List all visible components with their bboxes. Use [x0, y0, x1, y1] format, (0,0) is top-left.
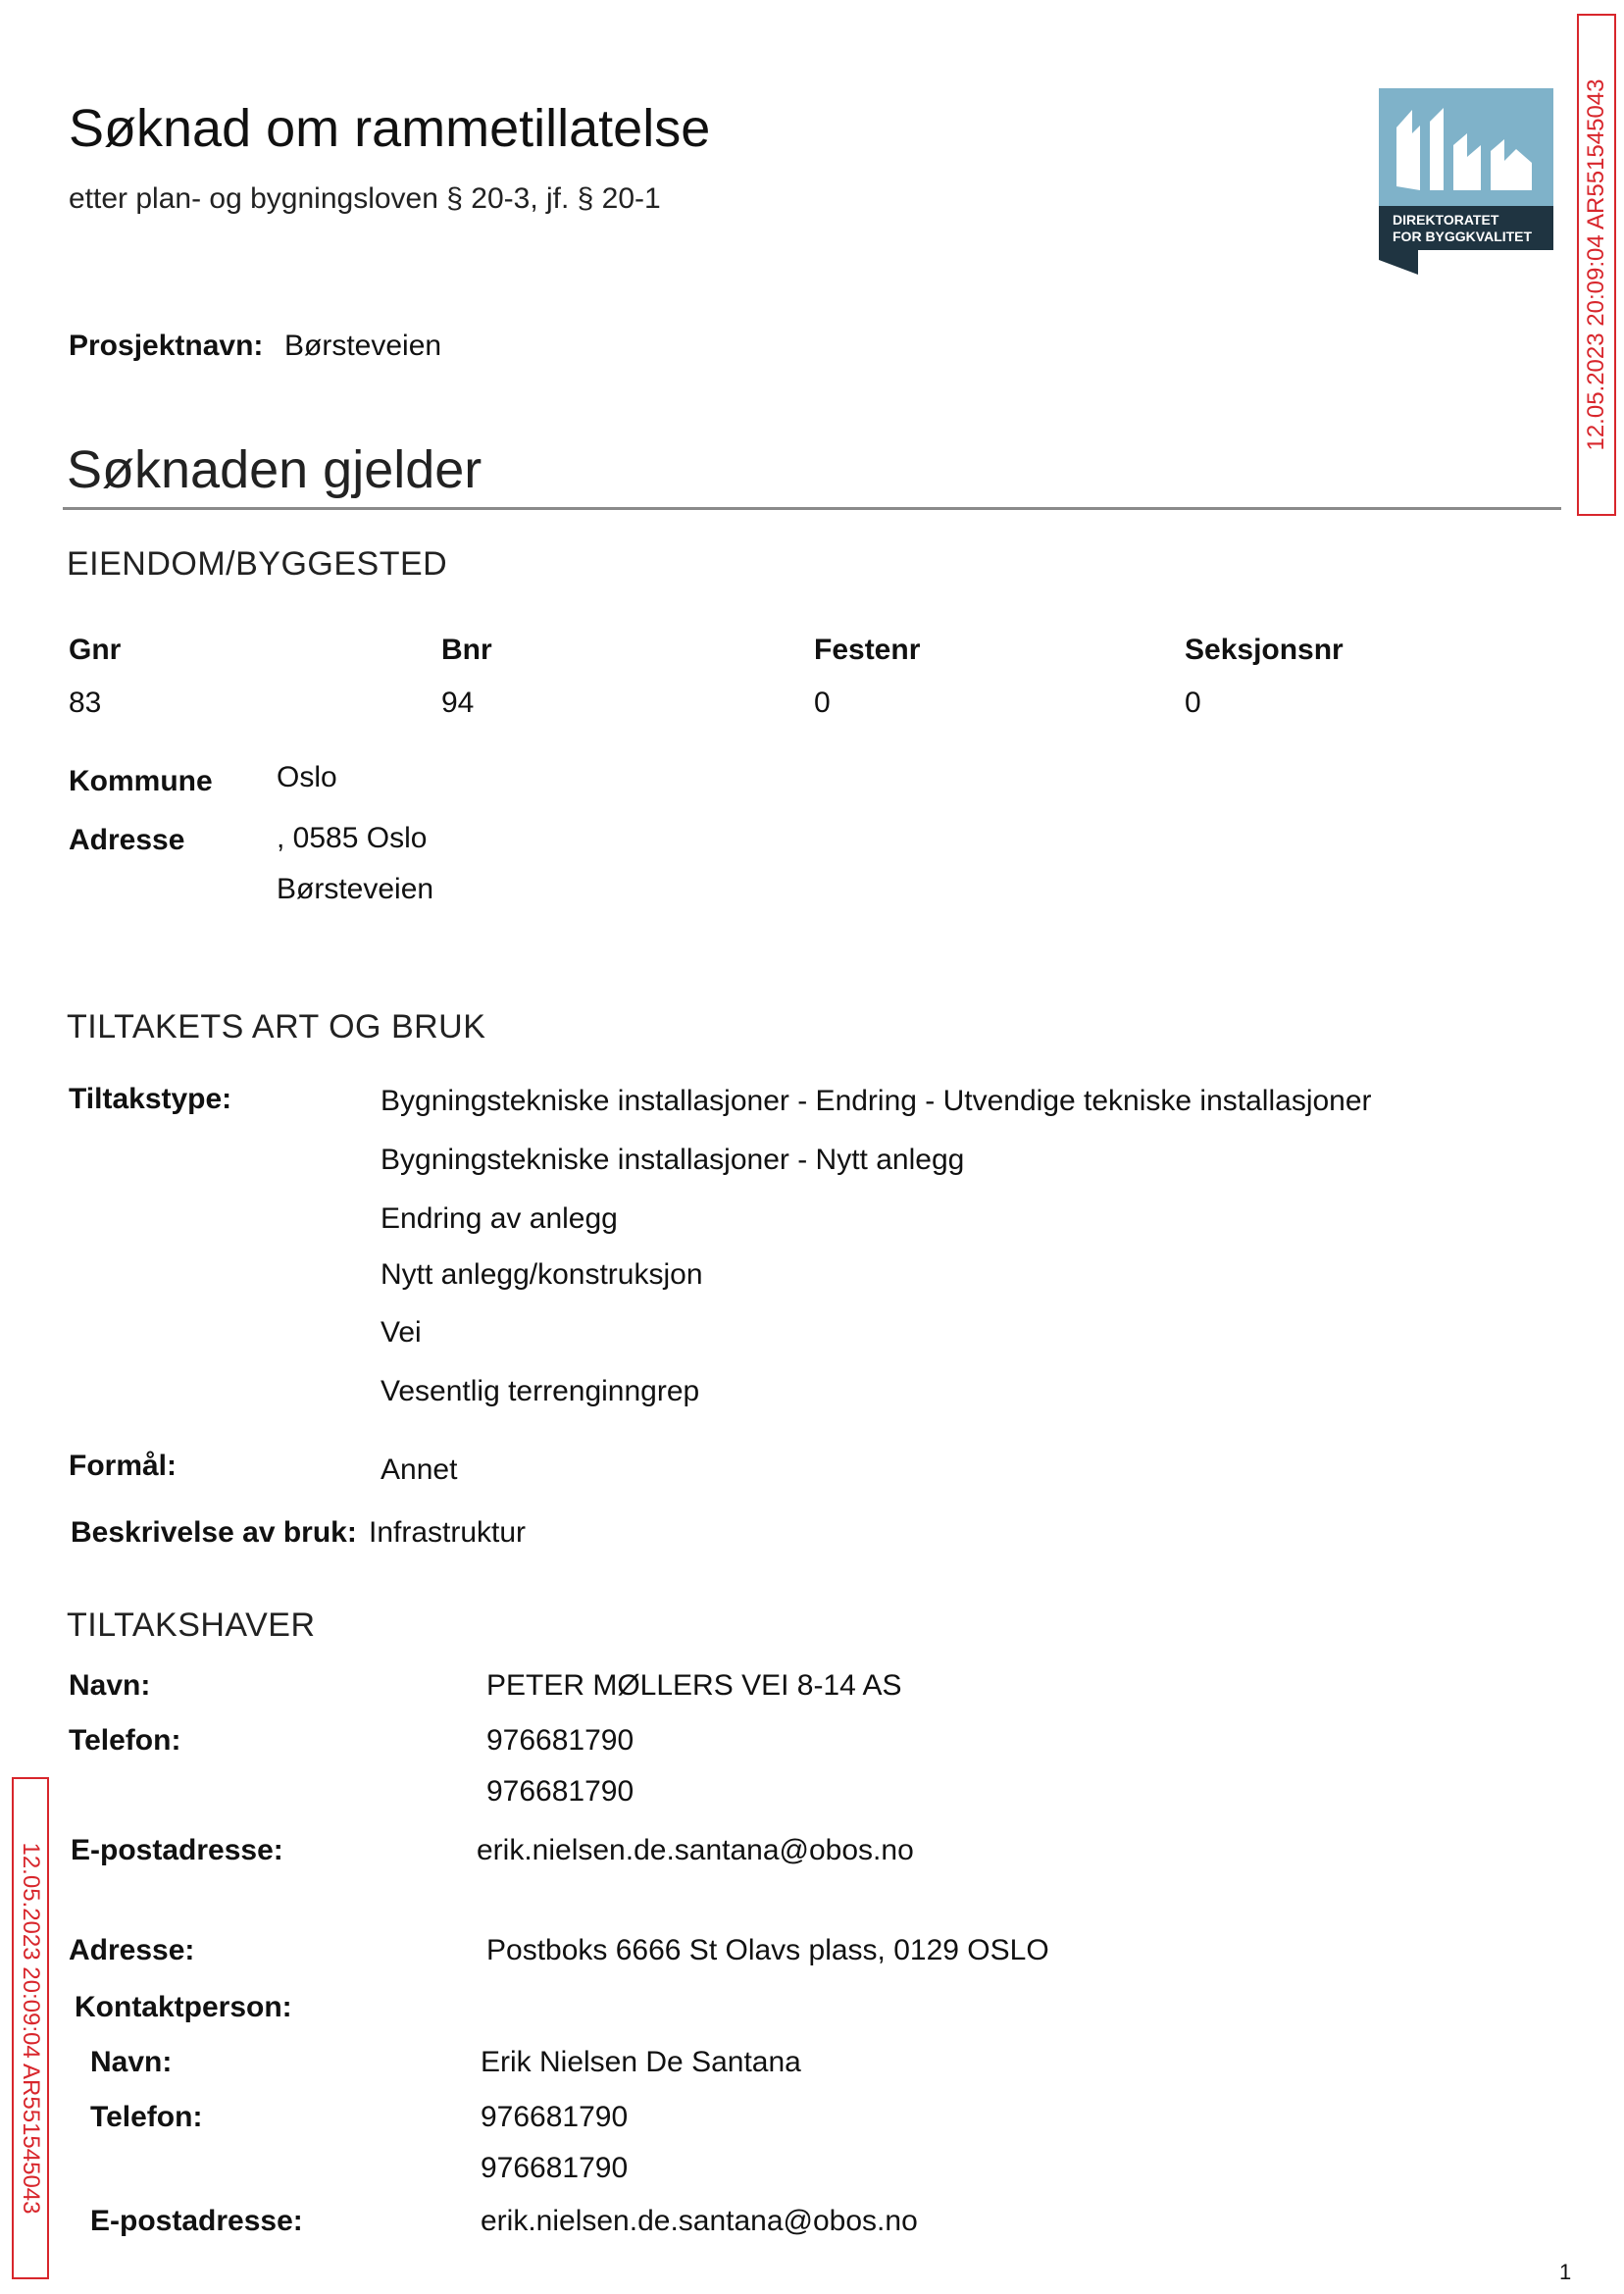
festenr-label: Festenr [814, 634, 921, 666]
tiltakshaver-epost-value: erik.nielsen.de.santana@obos.no [477, 1834, 914, 1866]
kommune-label: Kommune [69, 765, 213, 797]
tiltakstype-item: Endring av anlegg [381, 1202, 618, 1235]
logo-line1: DIREKTORATET [1393, 212, 1499, 228]
tiltakstype-item: Bygningstekniske installasjoner - Endring - Utvendige tekniske installasjoner [381, 1085, 1372, 1117]
seksjonsnr-value: 0 [1185, 687, 1201, 719]
tiltakshaver-heading: TILTAKSHAVER [67, 1606, 316, 1644]
logo-line2: FOR BYGGKVALITET [1393, 229, 1533, 244]
beskrivelse-value: Infrastruktur [369, 1516, 527, 1549]
kontakt-navn-label: Navn: [90, 2046, 173, 2078]
kontakt-telefon-1: 976681790 [481, 2101, 629, 2133]
kontakt-epost-label: E-postadresse: [90, 2205, 303, 2237]
gnr-value: 83 [69, 687, 102, 719]
tiltakshaver-telefon-label: Telefon: [69, 1724, 181, 1757]
adresse-line2: Børsteveien [277, 873, 434, 905]
tiltakstype-item: Vei [381, 1316, 422, 1349]
tiltakshaver-adresse-label: Adresse: [69, 1934, 195, 1966]
document-subtitle: etter plan- og bygningsloven § 20-3, jf. § 20-1 [69, 182, 661, 215]
document-title: Søknad om rammetillatelse [69, 99, 711, 158]
section-heading: Søknaden gjelder [67, 440, 482, 499]
dibk-logo [1379, 88, 1553, 275]
tiltakshaver-adresse-value: Postboks 6666 St Olavs plass, 0129 OSLO [486, 1934, 1049, 1966]
tiltakstype-item: Vesentlig terrenginngrep [381, 1375, 700, 1407]
kontakt-telefon-label: Telefon: [90, 2101, 203, 2133]
tiltak-heading: TILTAKETS ART OG BRUK [67, 1008, 486, 1045]
eiendom-heading: EIENDOM/BYGGESTED [67, 545, 448, 583]
tiltakshaver-navn-value: PETER MØLLERS VEI 8-14 AS [486, 1669, 902, 1702]
top-right-stamp-text: 12.05.2023 20:09:04 AR551545043 [1583, 78, 1609, 451]
festenr-value: 0 [814, 687, 831, 719]
project-name-label: Prosjektnavn: [69, 330, 264, 362]
formal-value: Annet [381, 1453, 458, 1486]
tiltakstype-item: Nytt anlegg/konstruksjon [381, 1258, 703, 1291]
section-rule [63, 507, 1561, 510]
gnr-label: Gnr [69, 634, 122, 666]
bottom-left-stamp-text: 12.05.2023 20:09:04 AR551545043 [18, 1842, 44, 2215]
page-number: 1 [1559, 2260, 1572, 2284]
bnr-value: 94 [441, 687, 475, 719]
adresse-line1: , 0585 Oslo [277, 822, 428, 854]
kontakt-navn-value: Erik Nielsen De Santana [481, 2046, 801, 2078]
kontaktperson-label: Kontaktperson: [75, 1991, 292, 2023]
top-right-stamp [1577, 14, 1616, 516]
dibk-logo-graphic [1379, 88, 1553, 275]
tiltakshaver-telefon-1: 976681790 [486, 1724, 634, 1757]
project-name-value: Børsteveien [284, 330, 442, 362]
tiltakshaver-telefon-2: 976681790 [486, 1775, 634, 1808]
tiltakstype-item: Bygningstekniske installasjoner - Nytt anlegg [381, 1144, 965, 1176]
kontakt-epost-value: erik.nielsen.de.santana@obos.no [481, 2205, 918, 2237]
formal-label: Formål: [69, 1450, 178, 1482]
tiltakshaver-navn-label: Navn: [69, 1669, 151, 1702]
beskrivelse-label: Beskrivelse av bruk: [71, 1516, 357, 1549]
adresse-label: Adresse [69, 824, 185, 856]
bottom-left-stamp [12, 1777, 49, 2279]
seksjonsnr-label: Seksjonsnr [1185, 634, 1344, 666]
kontakt-telefon-2: 976681790 [481, 2152, 629, 2184]
bnr-label: Bnr [441, 634, 492, 666]
tiltakshaver-epost-label: E-postadresse: [71, 1834, 283, 1866]
kommune-value: Oslo [277, 761, 337, 793]
tiltakstype-label: Tiltakstype: [69, 1083, 232, 1115]
